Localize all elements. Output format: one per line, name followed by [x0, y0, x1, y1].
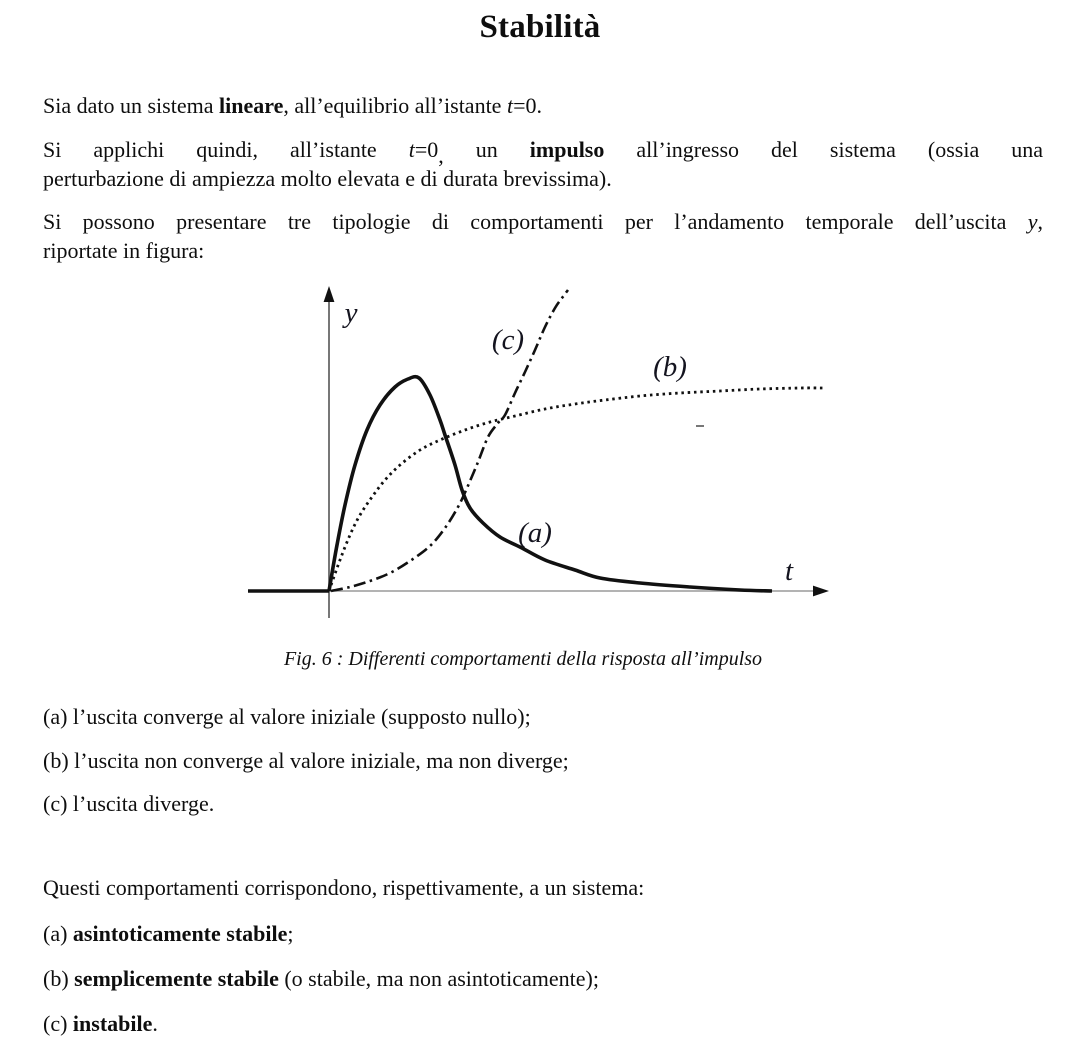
curve-label-c: (c) [491, 324, 525, 356]
subscript-comma: , [438, 143, 444, 168]
y-axis-label: y [344, 297, 358, 329]
math-var-t: t [506, 93, 514, 118]
item-suffix: . [152, 1011, 158, 1036]
system-list-item-c [43, 1010, 1043, 1038]
impulse-response-figure [245, 280, 845, 622]
item-prefix: (b) [43, 966, 75, 991]
text-run: =0 [414, 137, 439, 162]
figure-caption: Fig. 6 : Differenti comportamenti della risposta all’impulso [283, 648, 763, 670]
bold-term-asintoticamente-stabile: asintoticamente stabile [72, 921, 288, 946]
text-run: , all’equilibrio all’istante [283, 93, 507, 118]
text-run: Si applichi quindi, all’istante [43, 137, 409, 162]
behavior-list-item-b: (b) l’uscita non converge al valore iniziale, ma non diverge; [43, 748, 569, 773]
curve-label-a: (a) [518, 517, 552, 549]
curve-label-b: (b) [653, 351, 687, 383]
math-var-y: y [1027, 209, 1038, 234]
text-run: =0. [513, 93, 542, 118]
text-run: all’ingresso del sistema (ossia una [604, 137, 1044, 162]
text-run: Si possono presentare tre tipologie di comportamenti per l’andamento temporale dell’uscita [43, 209, 1028, 234]
paragraph-intro [43, 92, 1043, 120]
x-axis-arrowhead [813, 586, 829, 597]
bold-term-semplicemente-stabile: semplicemente stabile [74, 966, 279, 991]
text-run: un [443, 137, 530, 162]
text-run: , [1037, 209, 1043, 234]
system-list-intro: Questi comportamenti corrispondono, rispettivamente, a un sistema: [43, 875, 645, 900]
behavior-list-item-a: (a) l’uscita converge al valore iniziale (supposto nullo); [43, 704, 531, 729]
bold-term-impulso: impulso [529, 137, 605, 162]
figure-svg [245, 280, 845, 622]
math-var-t: t [408, 137, 415, 162]
item-prefix: (a) [43, 921, 73, 946]
text-run: Sia dato un sistema [43, 93, 219, 118]
x-axis-label: t [784, 555, 794, 587]
bold-term-instabile: instabile [72, 1011, 153, 1036]
item-suffix: (o stabile, ma non asintoticamente); [278, 966, 599, 991]
paragraph-impulse-line2: perturbazione di ampiezza molto elevata e di durata brevissima). [43, 166, 612, 191]
system-list-item-b [43, 965, 1043, 993]
item-suffix: ; [287, 921, 294, 946]
curve-b [329, 388, 823, 591]
page-title: Stabilità [479, 9, 601, 45]
y-axis-arrowhead [324, 286, 335, 302]
system-list-item-a [43, 920, 1043, 948]
paragraph-behaviors-line2: riportate in figura: [43, 238, 205, 263]
item-prefix: (c) [43, 1011, 73, 1036]
bold-term-lineare: lineare [218, 93, 284, 118]
behavior-list-item-c: (c) l’uscita diverge. [43, 791, 215, 816]
